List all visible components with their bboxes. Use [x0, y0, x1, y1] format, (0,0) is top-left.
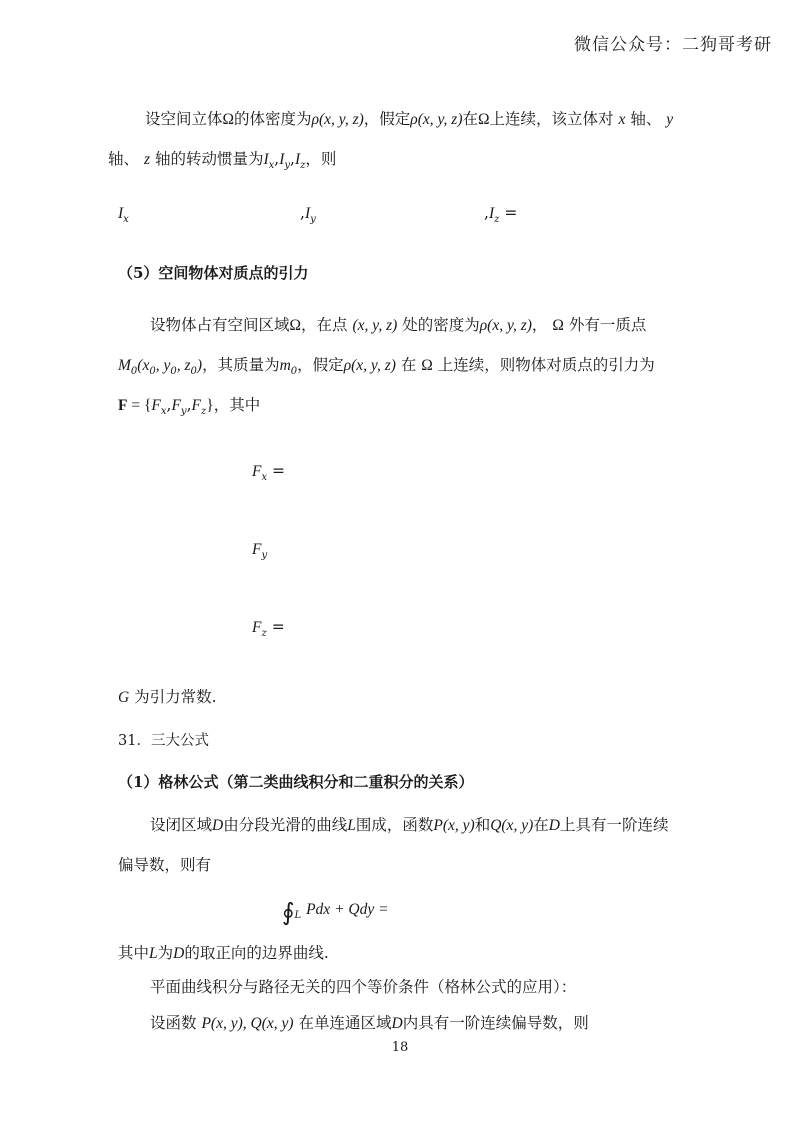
text: 其中 [118, 944, 150, 962]
green-formula-heading: （1）格林公式（第二类曲线积分和二重积分的关系） [118, 773, 474, 791]
omega-symbol: Ω [222, 111, 235, 128]
text: ，假定 [297, 356, 344, 374]
PQ-functions: P(x, y), Q(x, y) [201, 1015, 294, 1032]
omega-symbol: Ω [478, 111, 490, 128]
I-symbol: I [304, 205, 311, 222]
text: , [290, 150, 295, 168]
text: , z [176, 357, 191, 374]
density-function: ρ(x, y, z) [479, 317, 532, 334]
last-line [150, 1016, 589, 1032]
var-y: y [666, 111, 674, 128]
gravity-line-3 [118, 398, 260, 417]
gravity-heading: （5）空间物体对质点的引力 [118, 264, 309, 282]
subscript: x [261, 472, 268, 483]
subscript: z [300, 160, 306, 171]
text: 轴、 [108, 150, 140, 168]
Fy-formula [252, 542, 267, 561]
omega-symbol: Ω [552, 317, 564, 334]
text: 设空间立体 [145, 110, 223, 128]
subscript: 0 [290, 366, 298, 377]
I-symbol: I [118, 205, 124, 222]
I-symbol: I [279, 151, 285, 168]
equals: = [271, 618, 285, 636]
text: 的体密度为 [234, 110, 312, 128]
subscript: z [494, 214, 500, 225]
G-symbol: G [118, 689, 130, 706]
subscript: x [123, 214, 129, 225]
Iz-term [484, 206, 517, 225]
text: 设闭区域 [150, 816, 213, 834]
omega-symbol: Ω [421, 357, 433, 374]
boundary-note [118, 946, 329, 962]
subscript: x [268, 160, 275, 171]
path-independence-conditions: 平面曲线积分与路径无关的四个等价条件（格林公式的应用）： [150, 978, 577, 996]
subscript: y [310, 214, 316, 225]
text: 设物体占有空间区域 [150, 316, 290, 334]
text: 为引力常数. [134, 688, 217, 706]
Fz-formula [252, 620, 285, 639]
P-function: P(x, y) [433, 817, 475, 834]
green-para-1 [150, 818, 668, 834]
density-function: ρ(x, y, z) [343, 357, 396, 374]
D-symbol: D [173, 945, 185, 962]
header-watermark: 微信公众号：二狗哥考研 [574, 35, 772, 55]
section-31-title: 31．三大公式 [118, 733, 209, 749]
Ix-term [118, 206, 129, 225]
text: 由分段光滑的曲线 [223, 816, 348, 834]
equals: = [504, 204, 518, 222]
D-symbol: D [391, 1015, 403, 1032]
equals: = [272, 462, 286, 480]
text: , [274, 150, 280, 168]
F-symbol: F [191, 397, 201, 414]
text: 围成，函数 [355, 816, 434, 834]
text: ，在点 [301, 316, 348, 334]
text: } [206, 397, 214, 414]
green-para-2: 偏导数，则有 [118, 856, 212, 874]
green-formula [282, 900, 389, 924]
F-symbol: F [252, 463, 262, 480]
text: ，其质量为 [202, 356, 280, 374]
subscript: y [180, 406, 187, 417]
Iy-term [300, 206, 316, 225]
F-vector: F [118, 397, 128, 414]
text: 处的密度为 [402, 316, 480, 334]
subscript: x [160, 406, 167, 417]
text: 和 [474, 816, 491, 834]
text: 在 [533, 816, 549, 834]
text: , [300, 204, 305, 222]
inertia-line-2 [108, 152, 336, 171]
subscript: y [261, 550, 268, 561]
inertia-line-1 [145, 112, 673, 128]
contour-integral-icon: ∮ [282, 898, 295, 926]
text: 的取正向的边界曲线. [184, 944, 329, 962]
subscript: y [284, 160, 291, 171]
text: = { [127, 397, 152, 414]
subscript: 0 [190, 366, 197, 377]
L-symbol: L [347, 817, 356, 834]
text: 上具有一阶连续 [559, 816, 669, 834]
M-symbol: M [118, 357, 131, 374]
density-function: ρ(x, y, z) [311, 111, 364, 128]
Q-function: Q(x, y) [490, 817, 534, 834]
text: ， [531, 316, 548, 334]
text: 在 [400, 356, 417, 374]
I-symbol: I [488, 205, 495, 222]
G-note [118, 690, 217, 706]
subscript: z [200, 406, 207, 417]
omega-symbol: Ω [289, 317, 302, 334]
density-function: ρ(x, y, z) [410, 111, 463, 128]
I-symbol: I [294, 151, 301, 168]
text: 在 [462, 110, 478, 128]
subscript: z [261, 628, 267, 639]
L-symbol: L [149, 945, 158, 962]
text: ，其中 [213, 396, 261, 414]
text: 为 [157, 944, 174, 962]
subscript: 0 [170, 366, 177, 377]
subscript: 0 [130, 366, 138, 377]
text: , [166, 396, 172, 414]
text: ，则 [305, 150, 337, 168]
text: , [186, 396, 192, 414]
F-symbol: F [171, 397, 181, 414]
page-number: 18 [391, 1040, 409, 1055]
I-symbol: I [263, 151, 269, 168]
text: 设函数 [150, 1014, 197, 1032]
D-symbol: D [212, 817, 224, 834]
point-coords: (x, y, z) [352, 317, 398, 334]
text: 轴的转动惯量为 [154, 150, 264, 168]
gravity-line-2 [118, 358, 655, 377]
var-z: z [143, 151, 150, 168]
text: 上连续，该立体对 [489, 110, 614, 128]
subscript: L [294, 910, 302, 921]
F-symbol: F [252, 541, 262, 558]
subscript: 0 [149, 366, 156, 377]
text: 上连续，则物体对质点的引力为 [437, 356, 655, 374]
text: , [484, 204, 489, 222]
text: ) [196, 357, 203, 374]
F-symbol: F [151, 397, 161, 414]
text: 轴、 [630, 110, 662, 128]
text: (x [137, 357, 150, 374]
text: ，假定 [363, 110, 411, 128]
text: 外有一质点 [568, 316, 647, 334]
text: , y [155, 357, 171, 374]
integrand: Pdx + Qdy = [306, 901, 389, 918]
text: 内具有一阶连续偏导数，则 [402, 1014, 589, 1032]
text: 在单连通区域 [298, 1014, 392, 1032]
Fx-formula [252, 464, 285, 483]
m-symbol: m [279, 357, 291, 374]
var-x: x [618, 111, 626, 128]
D-symbol: D [548, 817, 560, 834]
F-symbol: F [252, 619, 262, 636]
gravity-line-1 [150, 318, 646, 334]
